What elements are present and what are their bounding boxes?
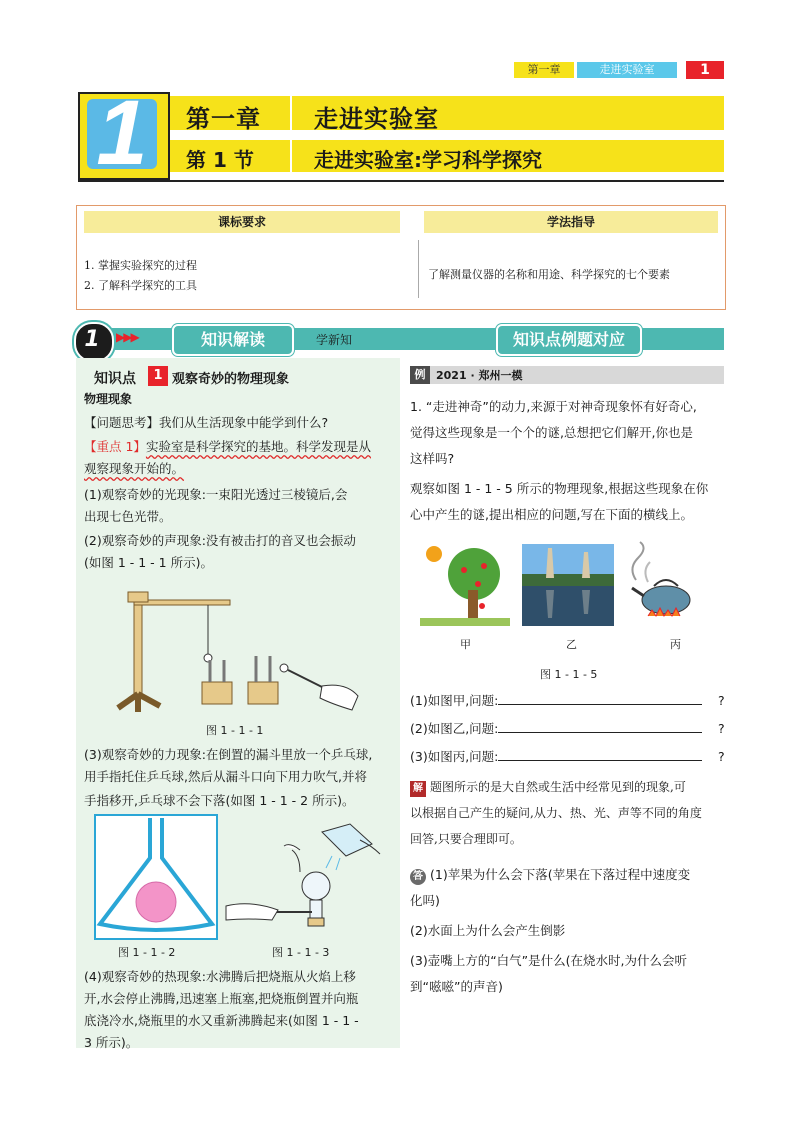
answer-text: 化吗) (410, 893, 440, 908)
section-title: 走进实验室:学习科学探究 (314, 148, 542, 172)
example-source: 2021 · 郑州一模 (436, 369, 523, 382)
chapter-label: 第一章 (186, 105, 261, 133)
blank-question: (2)如图乙,问题: (410, 721, 499, 736)
key-point-text: 观察现象开始的。 (84, 461, 185, 476)
question-text: 观察如图 1 - 1 - 5 所示的物理现象,根据这些现象在你 (410, 481, 709, 496)
question-text: 心中产生的谜,提出相应的问题,写在下面的横线上。 (410, 507, 693, 522)
analysis-tag: 解 (410, 781, 426, 797)
paragraph: 用手指托住乒乓球,然后从漏斗口向下用力吹气,并将 (84, 769, 367, 784)
knowledge-point-title: 观察奇妙的物理现象 (172, 372, 290, 387)
study-guide-header: 学法指导 (424, 211, 718, 233)
chapter-badge-inner (87, 99, 157, 169)
paragraph: (如图 1 - 1 - 1 所示)。 (84, 555, 213, 570)
key-point-line (84, 436, 371, 458)
question-mark: ? (718, 721, 725, 736)
example-match-pill: 知识点例题对应 (496, 324, 642, 356)
paragraph: (1)观察奇妙的光现象:一束阳光透过三棱镜后,会 (84, 487, 348, 502)
image-label: 甲 (460, 638, 471, 651)
figure-caption: 图 1 - 1 - 3 (272, 946, 330, 959)
running-header-title: 走进实验室 (577, 62, 677, 78)
paragraph: (4)观察奇妙的热现象:水沸腾后把烧瓶从火焰上移 (84, 969, 356, 984)
answer-blank[interactable] (498, 746, 702, 761)
paragraph: 手指移开,乒乓球不会下落(如图 1 - 1 - 2 所示)。 (84, 793, 355, 808)
question-think: 【问题思考】我们从生活现象中能学到什么? (84, 415, 329, 430)
question-text: 觉得这些现象是一个个的谜,总想把它们解开,你也是 (410, 425, 693, 440)
apple-tree-image (420, 540, 510, 626)
curriculum-header: 课标要求 (84, 211, 400, 233)
blank-question: (3)如图丙,问题: (410, 749, 499, 764)
answer-text: (1)苹果为什么会下落(苹果在下落过程中速度变 (430, 867, 691, 882)
question-mark: ? (718, 749, 725, 764)
image-label: 丙 (670, 638, 681, 651)
arrows-icon: ▶▶▶ (116, 330, 138, 344)
example-tag: 例 (410, 366, 430, 384)
figure-caption: 图 1 - 1 - 5 (540, 668, 598, 681)
paragraph: 3 所示)。 (84, 1035, 139, 1050)
paragraph: 开,水会停止沸腾,迅速塞上瓶塞,把烧瓶倒置并向瓶 (84, 991, 359, 1006)
question-text: 1. “走进神奇”的动力,来源于对神奇现象怀有好奇心, (410, 399, 697, 414)
answer-text: (3)壶嘴上方的“白气”是什么(在烧水时,为什么会听 (410, 953, 688, 968)
tuning-fork-illustration (106, 586, 362, 716)
paragraph: (2)观察奇妙的声现象:没有被击打的音叉也会振动 (84, 533, 356, 548)
requirements-divider (418, 240, 419, 298)
key-point-text: 实验室是科学探究的基地。科学发现是从 (145, 439, 371, 454)
knowledge-point-label: 知识点 (94, 371, 136, 387)
answer-tag: 答 (410, 869, 426, 885)
answer-blank[interactable] (498, 718, 702, 733)
analysis-text: 以根据自己产生的疑问,从力、热、光、声等不同的角度 (410, 806, 702, 820)
chapter-title: 走进实验室 (314, 105, 439, 133)
requirement-item: 1. 掌握实验探究的过程 (84, 259, 197, 272)
paragraph: 出现七色光带。 (84, 509, 172, 524)
pagoda-reflection-image (522, 544, 614, 626)
paragraph: (3)观察奇妙的力现象:在倒置的漏斗里放一个乒乓球, (84, 747, 373, 762)
requirement-item: 2. 了解科学探究的工具 (84, 279, 197, 292)
question-text: 这样吗? (410, 451, 455, 466)
funnel-ball-illustration (94, 814, 218, 940)
knowledge-number: 1 (84, 327, 100, 352)
knowledge-interpretation-pill: 知识解读 (172, 324, 294, 356)
answer-text: (2)水面上为什么会产生倒影 (410, 923, 566, 938)
flask-illustration (222, 816, 382, 942)
analysis-text: 回答,只要合理即可。 (410, 832, 522, 846)
banner-divider (290, 96, 292, 172)
blank-question: (1)如图甲,问题: (410, 693, 499, 708)
study-guide-text: 了解测量仪器的名称和用途、科学探究的七个要素 (428, 268, 670, 281)
banner-base-line (78, 180, 724, 182)
key-point-label: 【重点 1】 (84, 439, 146, 454)
paragraph: 底浇冷水,烧瓶里的水又重新沸腾起来(如图 1 - 1 - (84, 1013, 359, 1028)
answer-text: 到“嗞嗞”的声音) (410, 979, 503, 994)
figure-caption: 图 1 - 1 - 2 (118, 946, 176, 959)
image-label: 乙 (566, 638, 577, 651)
answer-blank[interactable] (498, 690, 702, 705)
boiling-kettle-image (622, 540, 708, 626)
section-label: 第 1 节 (186, 148, 254, 172)
analysis-text: 题图所示的是大自然或生活中经常见到的现象,可 (430, 780, 686, 794)
question-mark: ? (718, 693, 725, 708)
page-number: 1 (686, 61, 724, 79)
figure-caption: 图 1 - 1 - 1 (206, 724, 264, 737)
knowledge-point-number: 1 (148, 366, 168, 386)
chapter-number: 1 (96, 99, 148, 169)
sub-heading: 物理现象 (84, 392, 133, 406)
learn-new-label: 学新知 (316, 333, 353, 347)
running-header-chapter: 第一章 (514, 62, 574, 78)
